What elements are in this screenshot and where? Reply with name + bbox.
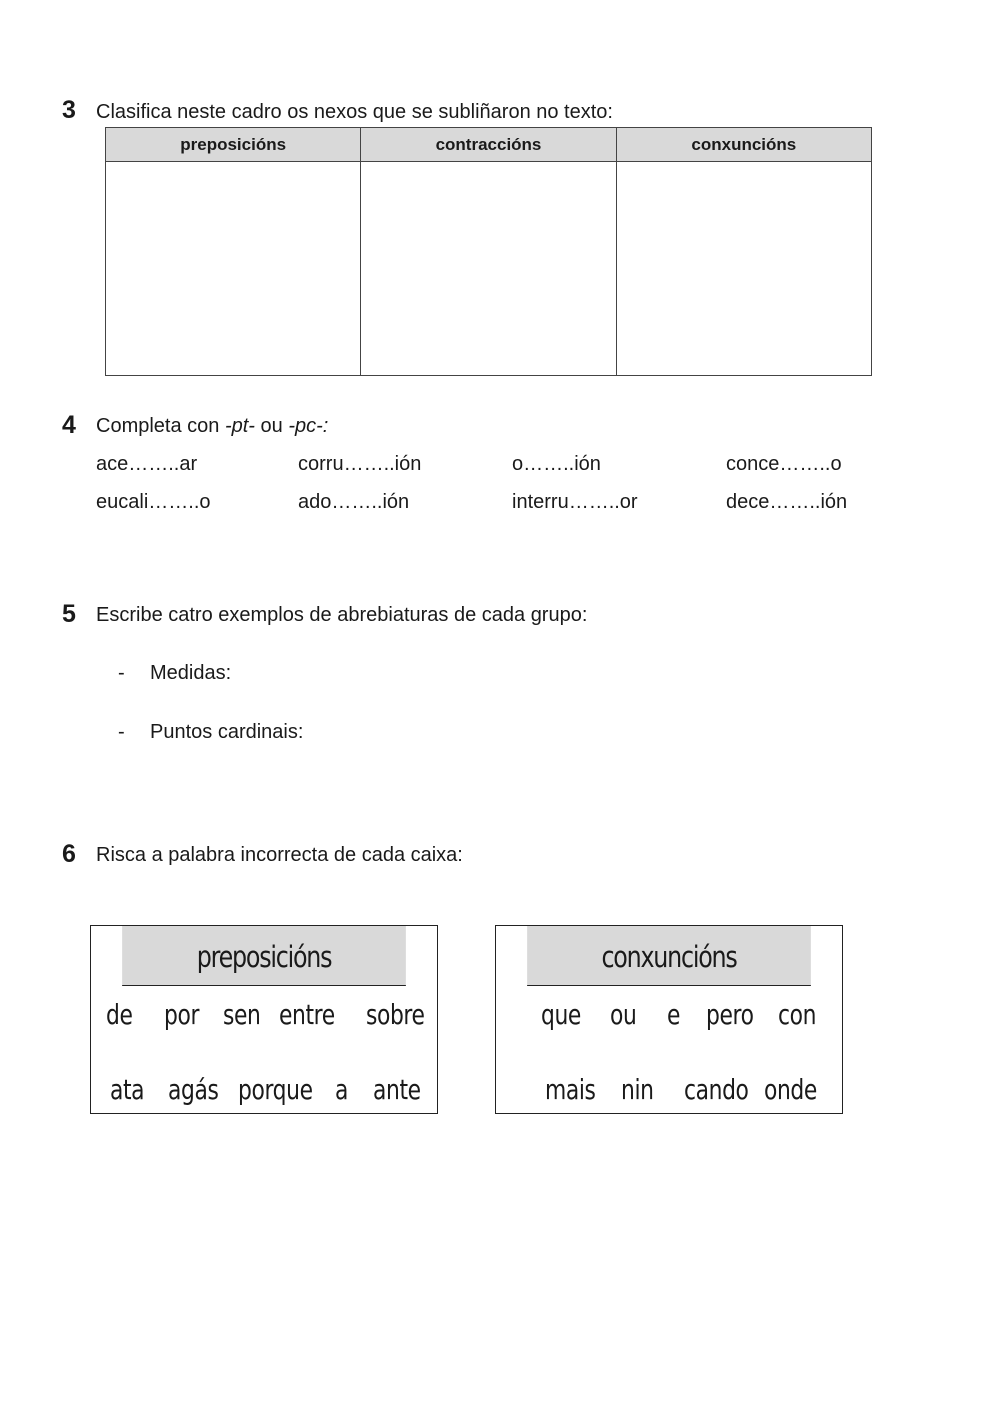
word-que[interactable]: que — [541, 998, 581, 1031]
word-porque[interactable]: porque — [238, 1073, 313, 1106]
word-agas[interactable]: agás — [168, 1073, 219, 1106]
list-dash-1: - — [118, 662, 125, 684]
question-number-3: 3 — [62, 96, 76, 124]
medidas-label: Medidas: — [150, 662, 232, 684]
fill-word-6[interactable]: ado……..ión — [298, 491, 410, 513]
conxuncions-box — [495, 925, 843, 1114]
fill-word-4[interactable]: conce……..o — [726, 453, 842, 475]
word-mais[interactable]: mais — [545, 1073, 596, 1106]
answer-cell-conxuncions[interactable] — [616, 162, 871, 376]
word-por[interactable]: por — [164, 998, 200, 1031]
question-6-text: Risca a palabra incorrecta de cada caixa: — [96, 844, 463, 866]
word-de[interactable]: de — [106, 998, 133, 1031]
list-dash-2: - — [118, 721, 125, 743]
question-3-text: Clasifica neste cadro os nexos que se subliñaron no texto: — [96, 101, 613, 123]
pc-label: -pc-: — [288, 415, 329, 437]
question-number-6: 6 — [62, 840, 76, 868]
pt-label: -pt- — [224, 415, 255, 437]
word-sobre[interactable]: sobre — [366, 998, 425, 1031]
conxuncions-box-title: conxuncións — [527, 926, 811, 986]
fill-word-2[interactable]: corru……..ión — [298, 453, 422, 475]
word-onde[interactable]: onde — [764, 1073, 817, 1106]
word-con[interactable]: con — [778, 998, 817, 1031]
puntos-cardinais-label: Puntos cardinais: — [150, 721, 304, 743]
header-contraccions: contraccións — [361, 128, 616, 162]
word-ata[interactable]: ata — [110, 1073, 145, 1106]
preposicions-box-title: preposicións — [122, 926, 406, 986]
question-4-text — [96, 415, 328, 438]
word-cando[interactable]: cando — [684, 1073, 749, 1106]
word-a[interactable]: a — [335, 1073, 349, 1106]
word-nin[interactable]: nin — [621, 1073, 654, 1106]
fill-word-1[interactable]: ace……..ar — [96, 453, 198, 475]
answer-cell-preposicions[interactable] — [106, 162, 361, 376]
classification-table — [105, 127, 872, 376]
word-ante[interactable]: ante — [373, 1073, 421, 1106]
header-preposicions: preposicións — [106, 128, 361, 162]
question-5-text: Escribe catro exemplos de abrebiaturas de cada grupo: — [96, 604, 588, 626]
question-number-5: 5 — [62, 600, 76, 628]
word-sen[interactable]: sen — [223, 998, 261, 1031]
question-number-4: 4 — [62, 411, 76, 439]
header-conxuncions: conxuncións — [616, 128, 871, 162]
or-label: ou — [254, 415, 289, 437]
fill-word-5[interactable]: eucali……..o — [96, 491, 211, 513]
fill-word-3[interactable]: o……..ión — [512, 453, 601, 475]
answer-cell-contraccions[interactable] — [361, 162, 616, 376]
fill-word-7[interactable]: interru……..or — [512, 491, 638, 513]
word-ou[interactable]: ou — [610, 998, 637, 1031]
word-pero[interactable]: pero — [706, 998, 754, 1031]
word-entre[interactable]: entre — [279, 998, 335, 1031]
preposicions-box — [90, 925, 438, 1114]
word-e[interactable]: e — [667, 998, 681, 1031]
question-4-text-pre: Completa con — [96, 415, 225, 437]
fill-word-8[interactable]: dece……..ión — [726, 491, 848, 513]
